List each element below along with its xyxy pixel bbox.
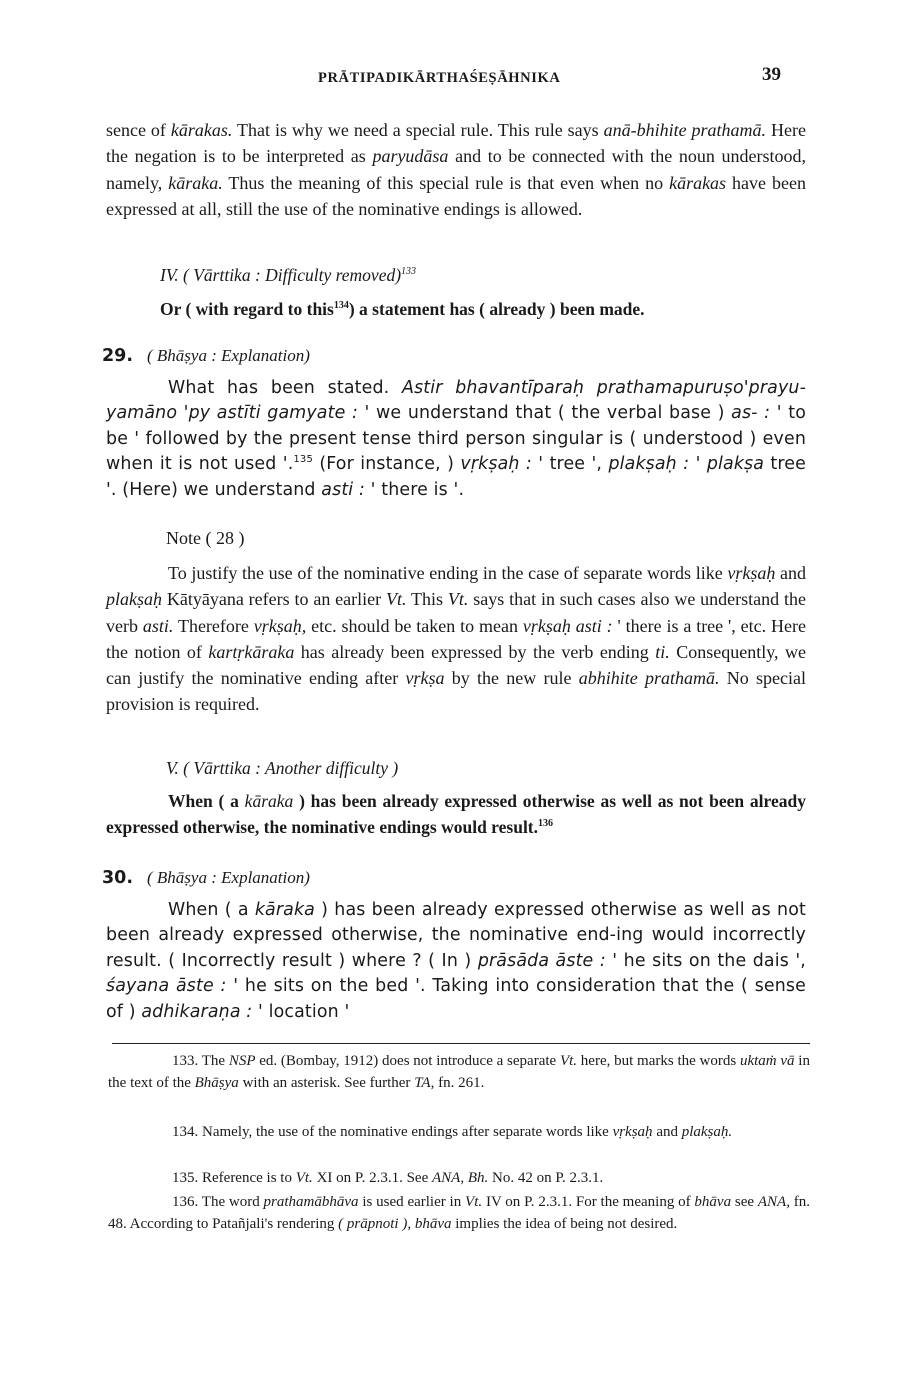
page-number: 39 xyxy=(762,64,781,85)
note-28-paragraph: To justify the use of the nominative ending in the case of separate words like vṛkṣaḥ and plakṣaḥ Kātyāyana refers to an earlier Vt. This Vt. says that in such cases also we understand the verb asti. Therefore vṛkṣaḥ, etc. should be taken to mean vṛkṣaḥ asti : ' there is a tree ', etc. Here the notion of kartṛkāraka has already been expressed by the verb ending ti. Consequently, we can justify the nominative ending after vṛkṣa by the new rule abhihite prathamā. No special provision is required. xyxy=(106,563,806,715)
vartika-iv-heading: IV. ( Vārttika : Difficulty removed)$^{133}$ xyxy=(160,265,417,285)
footnote-136: 136. The word prathamābhāva is used earlier in Vt. IV on P. 2.3.1. For the meaning of bhāva see ANA, fn. 48. According to Patañjali's rendering ( prāpnoti ), bhāva implies the idea of being not desired. xyxy=(108,1194,811,1232)
section-30-paragraph: When ( a kāraka ) has been already expressed otherwise as well as not been already expressed otherwise, the nominative end-ing would incorrectly result. ( Incorrectly result ) where ? ( In ) prāsāda āste : ' he sits on the dais ', śayana āste : ' he sits on the bed '. Taking into consideration that the ( sense of ) adhikaraṇa : ' location ' xyxy=(106,900,806,1022)
running-title: PRĀTIPADIKĀRTHAŚEṢĀHNIKA xyxy=(318,70,561,86)
section-29-heading: 29. ( Bhāṣya : Explanation) xyxy=(102,346,310,366)
vartika-v-heading: V. ( Vārttika : Another difficulty ) xyxy=(166,758,399,778)
section-29-number: 29. xyxy=(102,346,134,366)
section-30-heading: 30. ( Bhāṣya : Explanation) xyxy=(102,868,310,888)
section-30-number: 30. xyxy=(102,868,134,888)
page-header xyxy=(0,64,912,90)
intro-paragraph: sence of kārakas. That is why we need a special rule. This rule says anā-bhihite prathamā. Here the negation is to be interpreted as paryudāsa and to be connected with the noun understood, namely, kāraka. Thus the meaning of this special rule is that even when no kārakas have been expressed at all, still the use of the nominative endings is allowed. xyxy=(106,120,807,219)
vartika-iv-text: Or ( with regard to this$^{134}$) a statement has ( already ) been made. xyxy=(160,299,645,319)
footnote-divider xyxy=(112,1043,810,1044)
footnote-133: 133. The NSP ed. (Bombay, 1912) does not introduce a separate Vt. here, but marks the words uktaṁ vā in the text of the Bhāṣya with an asterisk. See further TA, fn. 261. xyxy=(108,1053,810,1091)
note-28-heading: Note ( 28 ) xyxy=(166,528,245,548)
footnote-135: 135. Reference is to Vt. XI on P. 2.3.1. See ANA, Bh. No. 42 on P. 2.3.1. xyxy=(172,1170,604,1186)
footnote-134: 134. Namely, the use of the nominative endings after separate words like vṛkṣaḥ and plakṣaḥ. xyxy=(172,1124,733,1140)
section-29-paragraph: What has been stated. Astir bhavantīparaḥ prathamapuruṣo'prayu-yamāno 'py astīti gamyate : ' we understand that ( the verbal base ) as- : ' to be ' followed by the present tense third person singular is ( understood ) even when it is not used '.$^{135}$ (For instance, ) vṛkṣaḥ : ' tree ', plakṣaḥ : ' plakṣa tree '. (Here) we understand asti : ' there is '. xyxy=(106,378,806,500)
vartika-v-text: When ( a kāraka ) has been already expressed otherwise as well as not been already expressed otherwise, the nominative endings would result.$^{136}$ xyxy=(106,791,807,837)
